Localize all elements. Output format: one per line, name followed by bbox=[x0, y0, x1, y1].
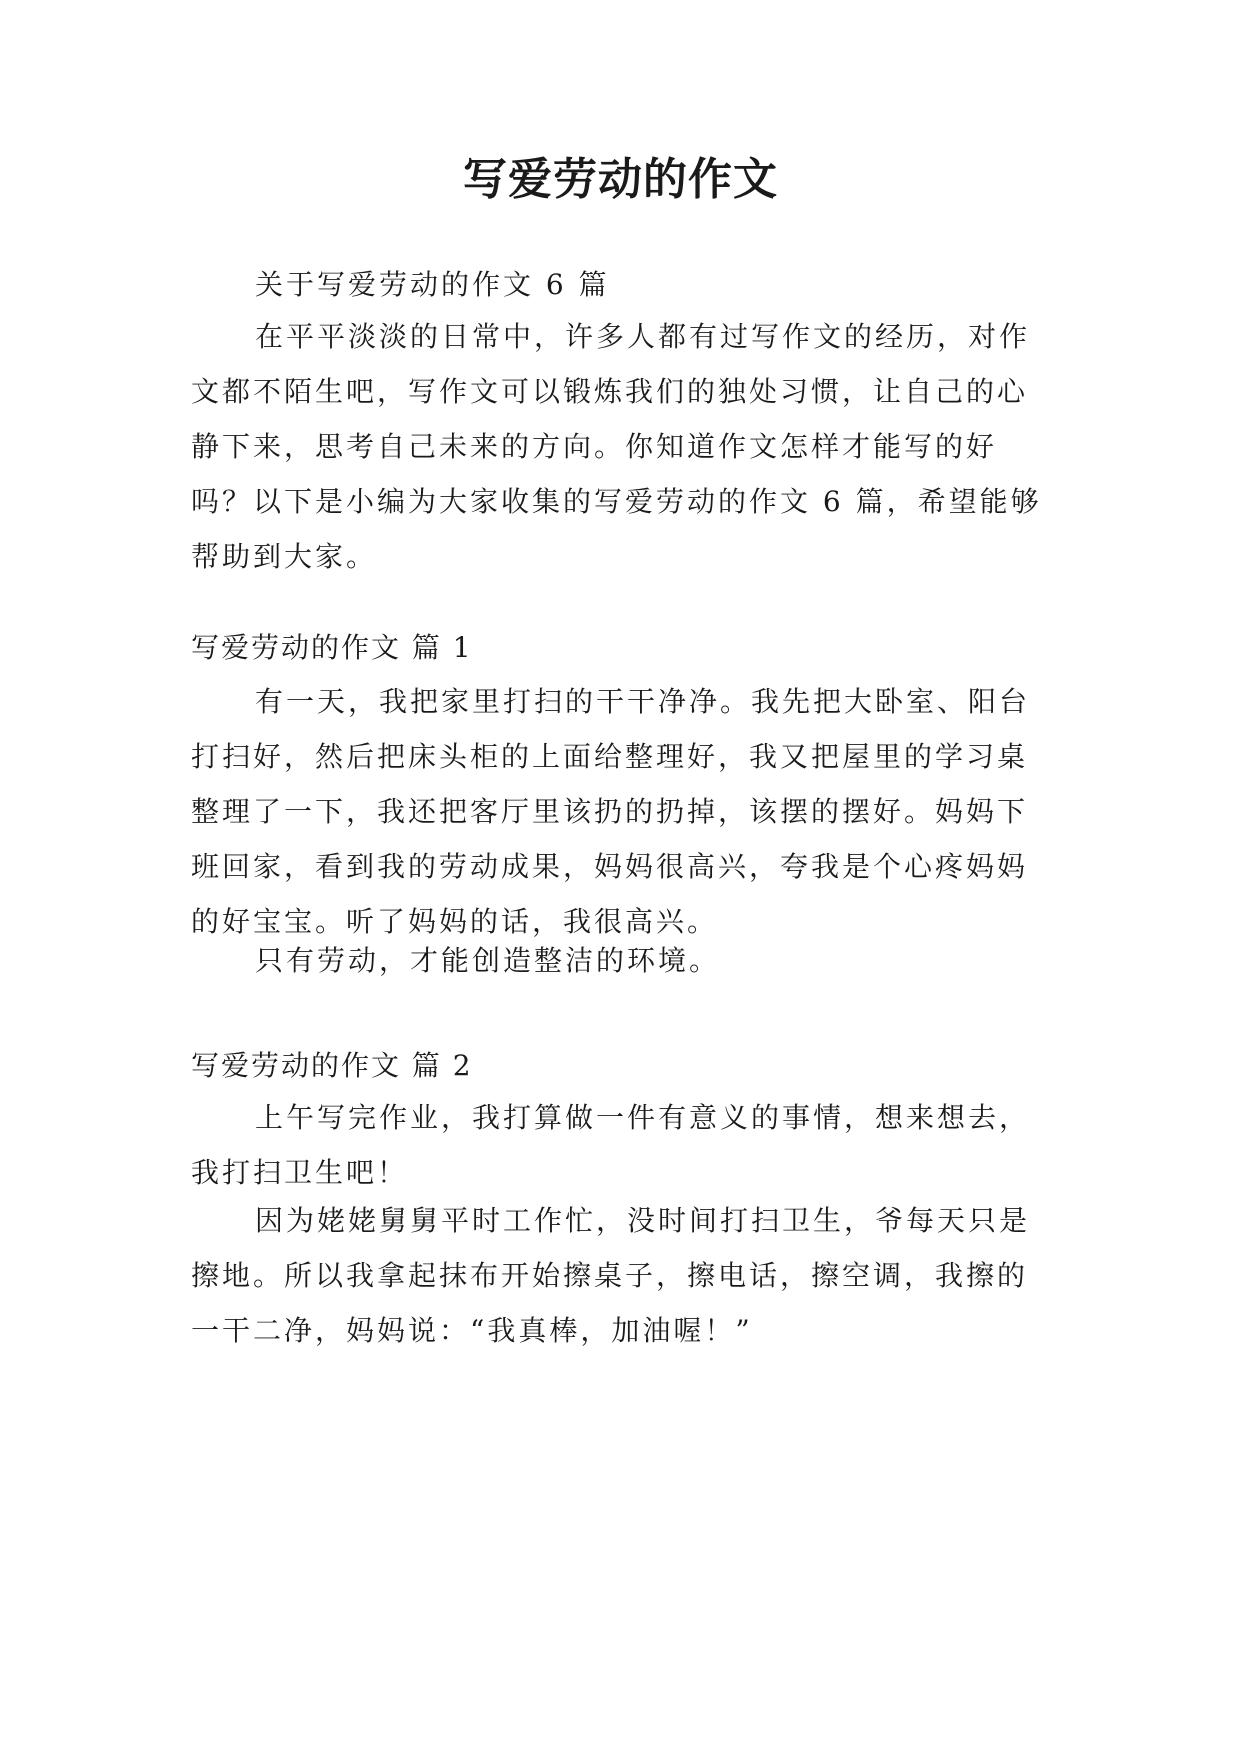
section-1-heading: 写爱劳动的作文 篇 1 bbox=[191, 631, 473, 664]
section-2-paragraph-1: 上午写完作业，我打算做一件有意义的事情，想来想去，我打扫卫生吧！ bbox=[191, 1101, 1031, 1189]
section-2-paragraph-2: 因为姥姥舅舅平时工作忙，没时间打扫卫生，爷每天只是擦地。所以我拿起抹布开始擦桌子，擦电话，擦空调，我擦的一干二净，妈妈说：“我真棒，加油喔！” bbox=[191, 1204, 1031, 1347]
section-1-paragraph-2: 只有劳动，才能创造整洁的环境。 bbox=[255, 944, 721, 977]
document-title: 写爱劳动的作文 bbox=[463, 154, 778, 205]
section-2-heading: 写爱劳动的作文 篇 2 bbox=[191, 1049, 473, 1082]
intro-paragraph: 在平平淡淡的日常中，许多人都有过写作文的经历，对作文都不陌生吧，写作文可以锻炼我们的独处习惯，让自己的心静下来，思考自己未来的方向。你知道作文怎样才能写的好吗？以下是小编为大家收集的写爱劳动的作文 6 篇，希望能够帮助到大家。 bbox=[191, 320, 1042, 573]
section-1-paragraph-1: 有一天，我把家里打扫的干干净净。我先把大卧室、阳台打扫好，然后把床头柜的上面给整理好，我又把屋里的学习桌整理了一下，我还把客厅里该扔的扔掉，该摆的摆好。妈妈下班回家，看到我的劳动成果，妈妈很高兴，夸我是个心疼妈妈的好宝宝。听了妈妈的话，我很高兴。 bbox=[191, 685, 1031, 938]
document-subtitle: 关于写爱劳动的作文 6 篇 bbox=[255, 268, 610, 301]
